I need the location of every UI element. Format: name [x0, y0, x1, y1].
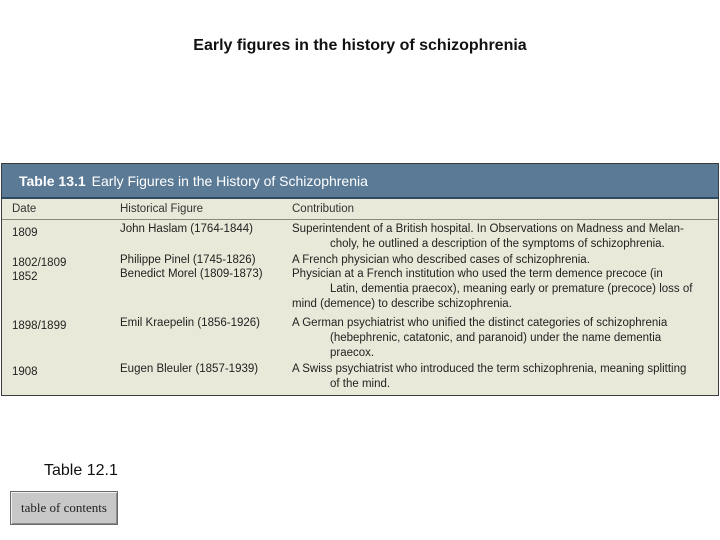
column-header-figure: Historical Figure	[120, 203, 204, 215]
column-headers	[2, 199, 718, 220]
history-table	[1, 163, 719, 396]
row-contribution: A Swiss psychiatrist who introduced the term schizophrenia, meaning splitting of the mind.	[292, 363, 687, 390]
row-figure: Emil Kraepelin (1856-1926)	[120, 317, 260, 329]
row-date: 1908	[12, 366, 38, 378]
slide-title: Early figures in the history of schizophrenia	[193, 37, 527, 54]
column-header-date: Date	[12, 203, 37, 215]
table-of-contents-button[interactable]: table of contents	[10, 491, 118, 525]
row-contribution: Physician at a French institution who used the term demence precoce (in Latin, dementia praecox), meaning early or premature (precoce) loss of mind (demence) to describe schizophrenia.	[292, 268, 693, 310]
row-figure: Philippe Pinel (1745-1826)	[120, 254, 256, 266]
row-contribution: A German psychiatrist who unified the distinct categories of schizophrenia (hebephrenic, catatonic, and paranoid) under the name dementia praecox.	[292, 317, 668, 359]
row-figure: John Haslam (1764-1844)	[120, 223, 253, 235]
row-contribution: A French physician who described cases of schizophrenia.	[292, 254, 590, 266]
column-header-contribution: Contribution	[292, 203, 355, 215]
row-date: 1802/1809	[12, 257, 67, 269]
row-figure: Benedict Morel (1809-1873)	[120, 268, 263, 280]
row-date: 1852	[12, 271, 38, 283]
row-contribution: Superintendent of a British hospital. In Observations on Madness and Melan- choly, he outlined a description of the symptoms of schizophrenia.	[292, 223, 684, 250]
row-figure: Eugen Bleuler (1857-1939)	[120, 363, 259, 375]
table-title: Early Figures in the History of Schizophrenia	[91, 172, 368, 189]
table-caption: Table 12.1	[44, 462, 118, 479]
row-date: 1809	[12, 227, 38, 239]
row-date: 1898/1899	[12, 320, 67, 332]
table-number: Table 13.1	[19, 172, 86, 189]
table-header	[2, 164, 718, 199]
